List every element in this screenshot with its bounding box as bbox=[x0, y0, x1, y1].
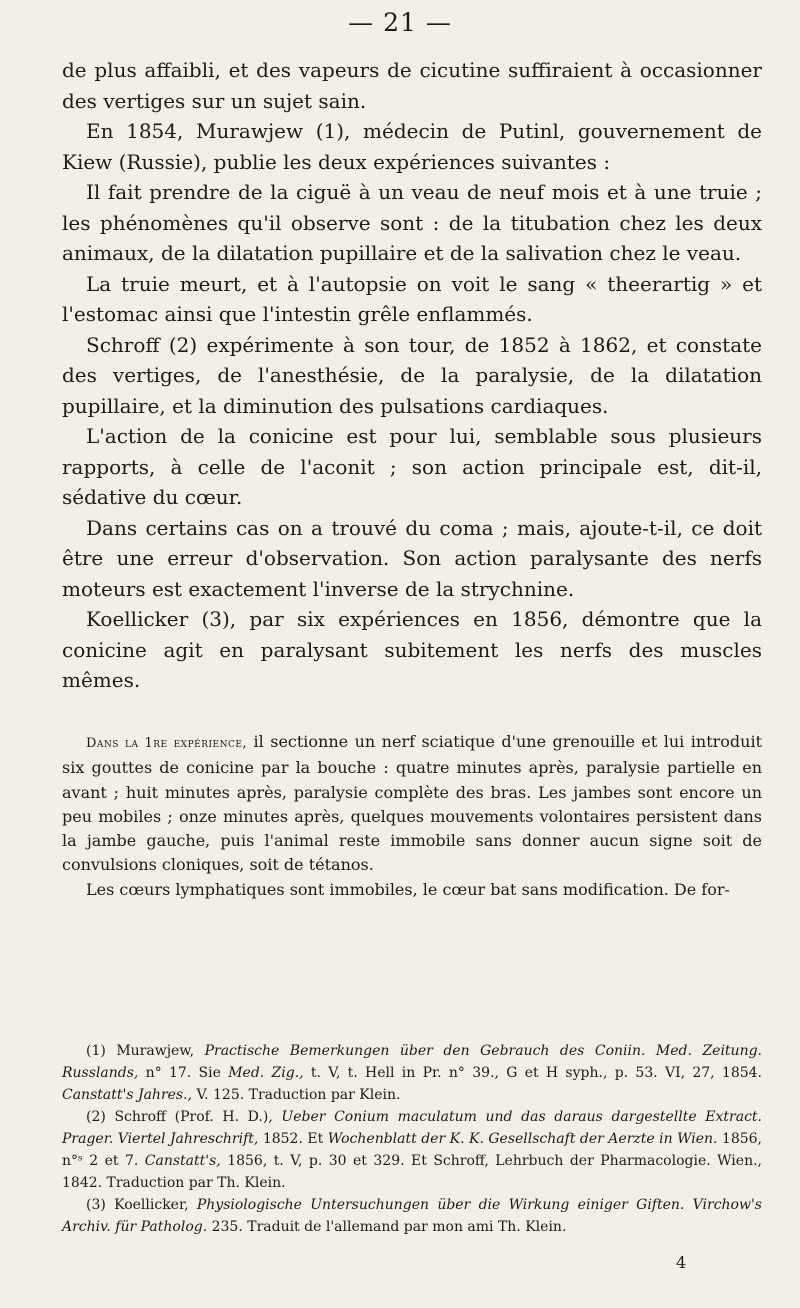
experience-section bbox=[62, 730, 762, 902]
paragraph: La truie meurt, et à l'autopsie on voit le sang « theerartig » et l'estomac ainsi que l'intestin grêle enflammés. bbox=[62, 271, 762, 326]
footnote: (2) Schroff (Prof. H. D.), Ueber Conium maculatum und das daraus dargestellte Extract. Prager. Viertel Jahreschrift, 1852. Et Wochenblatt der K. K. Gesellschaft der Aerzte in Wien. 1856, n°ˢ 2 et 7. Canstatt's, 1856, t. V, p. 30 et 329. Et Schroff, Lehrbuch der Pharmacologie. Wien., 1842. Traduction par Th. Klein. bbox=[62, 1109, 763, 1191]
main-text bbox=[62, 55, 762, 696]
paragraph: L'action de la conicine est pour lui, semblable sous plusieurs rapports, à celle de l'aconit ; son action principale est, dit-il, sédative du cœur. bbox=[62, 424, 762, 509]
experience-heading: Dans la 1re expérience, bbox=[86, 736, 248, 751]
paragraph: En 1854, Murawjew (1), médecin de Putinl, gouvernement de Kiew (Russie), publie les deux expériences suivantes : bbox=[62, 119, 762, 174]
footnotes bbox=[62, 1040, 762, 1238]
paragraph: Il fait prendre de la ciguë à un veau de neuf mois et à une truie ; les phénomènes qu'il observe sont : de la titubation chez les deux animaux, de la dilatation pupillaire et de la salivation chez le veau. bbox=[62, 180, 762, 265]
footnote: (3) Koellicker, Physiologische Untersuchungen über die Wirkung einiger Giften. Virchow's Archiv. für Patholog. 235. Traduit de l'allemand par mon ami Th. Klein. bbox=[62, 1197, 762, 1235]
page-number: — 21 — bbox=[348, 8, 452, 37]
paragraph: de plus affaibli, et des vapeurs de cicutine suffiraient à occasionner des vertiges sur un sujet sain. bbox=[62, 58, 762, 113]
paragraph: Koellicker (3), par six expériences en 1856, démontre que la conicine agit en paralysant subitement les nerfs des muscles mêmes. bbox=[62, 607, 762, 692]
signature-mark: 4 bbox=[676, 1253, 687, 1272]
experience-paragraph-2: Les cœurs lymphatiques sont immobiles, le cœur bat sans modification. De for- bbox=[86, 879, 730, 899]
footnote: (1) Murawjew, Practische Bemerkungen über den Gebrauch des Coniin. Med. Zeitung. Russlands, n° 17. Sie Med. Zig., t. V, t. Hell in Pr. n° 39., G et H syph., p. 53. VI, 27, 1854. Canstatt's Jahres., V. 125. Traduction par Klein. bbox=[62, 1043, 763, 1103]
experience-paragraph bbox=[62, 730, 762, 878]
paragraph: Schroff (2) expérimente à son tour, de 1852 à 1862, et constate des vertiges, de l'anesthésie, de la paralysie, de la dilatation pupillaire, et la diminution des pulsations cardiaques. bbox=[62, 332, 762, 418]
experience-text: il sectionne un nerf sciatique d'une grenouille et lui introduit six gouttes de conicine par la bouche : quatre minutes après, paralysie partielle en avant ; huit minutes après, paralysie complète des bras. Les jambes sont encore un peu mobiles ; onze minutes après, quelques mouvements volontaires persistent dans la jambe gauche, puis l'animal reste immobile sans donner aucun signe soit de convulsions cloniques, soit de tétanos. bbox=[62, 732, 762, 875]
paragraph: Dans certains cas on a trouvé du coma ; mais, ajoute-t-il, ce doit être une erreur d'observation. Son action paralysante des nerfs moteurs est exactement l'inverse de la strychnine. bbox=[62, 515, 762, 601]
